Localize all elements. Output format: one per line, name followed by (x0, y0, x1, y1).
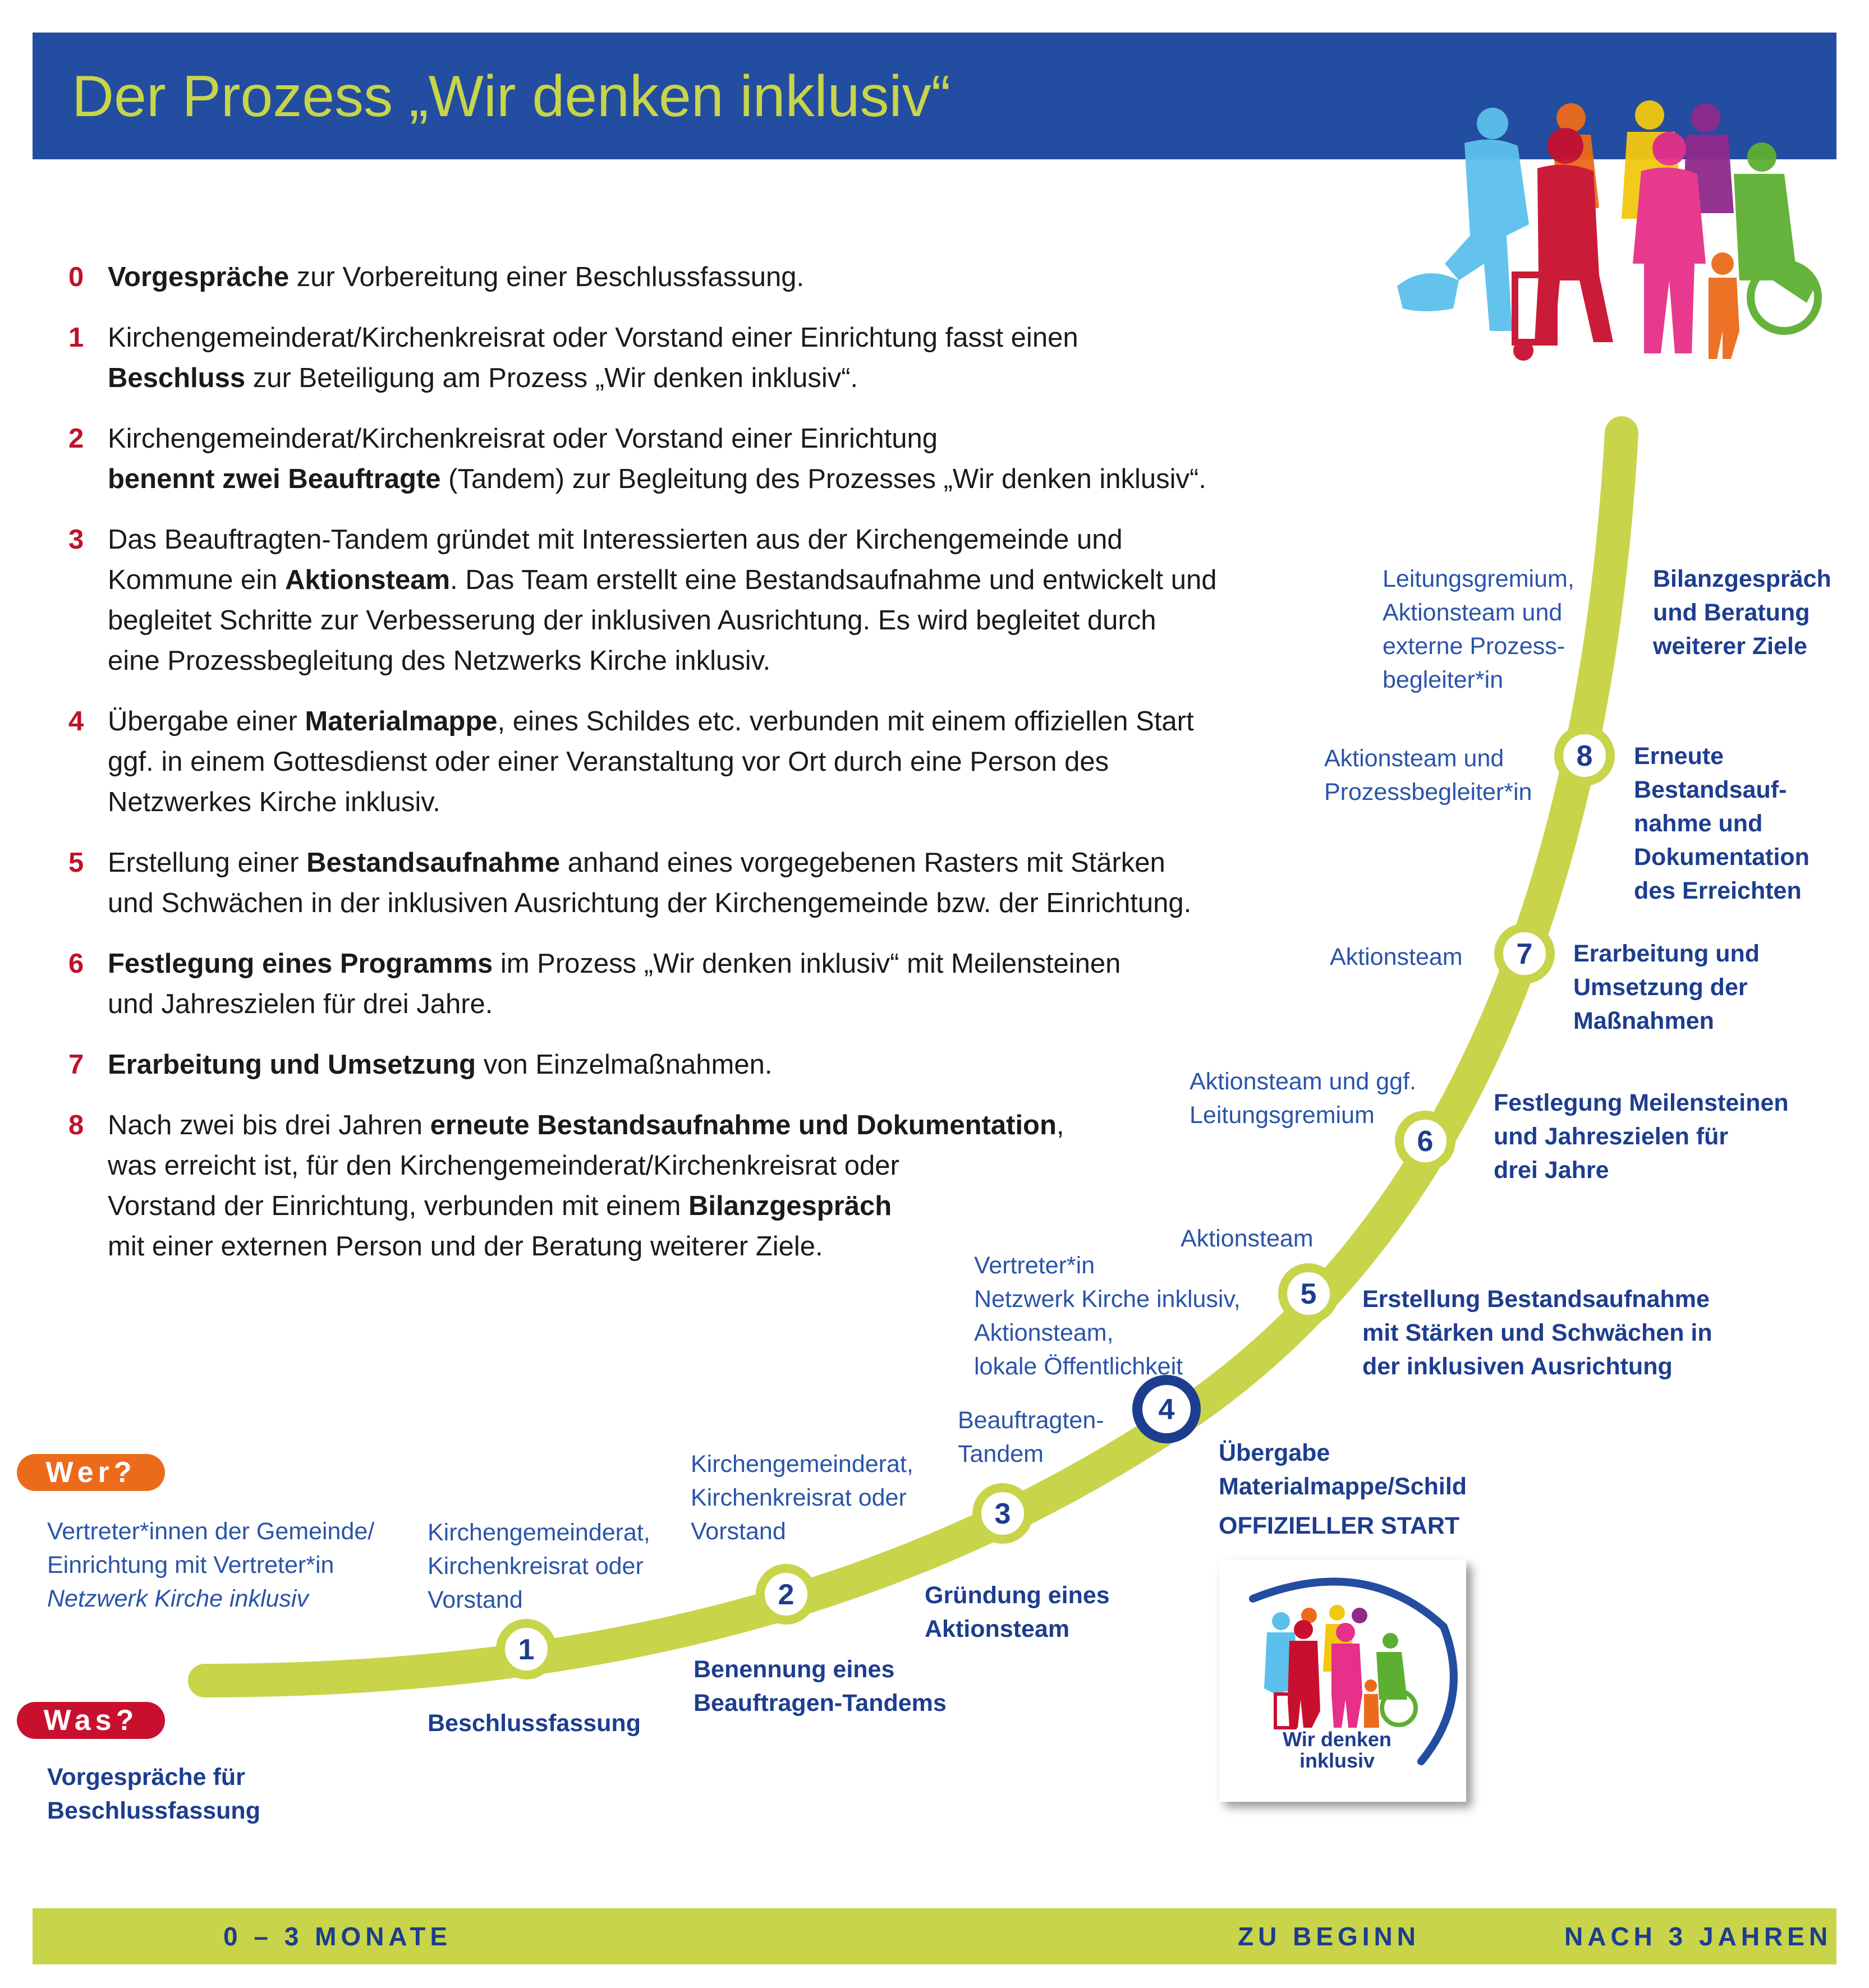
step-text: . Das Team erstellt eine Bestandsaufnahme und entwickelt und (450, 565, 1217, 595)
step-text: Das Beauftragten-Tandem gründet mit Interessierten aus der Kirchengemeinde und (108, 524, 1123, 555)
who-m3: Beauftragten- Tandem (958, 1407, 1104, 1467)
who-m1: Kirchengemeinderat, Kirchenkreisrat oder Vorstand (428, 1519, 650, 1613)
step-text: anhand eines vorgegebenen Rasters mit Stärken (560, 848, 1165, 878)
step-text-bold: Materialmappe (305, 706, 498, 737)
step-text-bold: Festlegung eines Programms (108, 949, 493, 979)
step-number: 8 (68, 1110, 84, 1140)
step-text: zur Vorbereitung einer Beschlussfassung. (289, 262, 805, 292)
step-text: (Tandem) zur Begleitung des Prozesses „Wir denken inklusiv“. (440, 464, 1206, 494)
step-text: Vorstand der Einrichtung, verbunden mit einem (108, 1191, 689, 1221)
was-label: Was? (17, 1702, 165, 1739)
step-text: und Schwächen in der inklusiven Ausrichtung der Kirchengemeinde bzw. der Einrichtung. (108, 888, 1192, 918)
step-text: Nach zwei bis drei Jahren (108, 1110, 430, 1140)
step-number: 2 (68, 424, 84, 454)
step-text: , (1056, 1110, 1064, 1140)
milestone-number: 4 (1158, 1393, 1175, 1426)
what-m4: Übergabe Materialmappe/Schild OFFIZIELLER START (1219, 1439, 1467, 1539)
step-text: Netzwerkes Kirche inklusiv. (108, 787, 440, 817)
milestone-number: 6 (1417, 1125, 1434, 1158)
step-text-bold: Beschluss (108, 363, 246, 393)
step-text: von Einzelmaßnahmen. (476, 1050, 773, 1080)
step-number: 6 (68, 949, 84, 979)
wer-label: Wer? (17, 1454, 165, 1491)
who-m8: Aktionsteam und Prozessbegleiter*in (1324, 745, 1532, 806)
step-text: im Prozess „Wir denken inklusiv“ mit Meilensteinen (493, 949, 1121, 979)
step-number: 1 (68, 323, 84, 353)
step-text: zur Beteiligung am Prozess „Wir denken inklusiv“. (245, 363, 858, 393)
step-text-bold: Aktionsteam (284, 565, 451, 595)
step-text: und Jahreszielen für drei Jahre. (108, 989, 493, 1019)
what-m7: Erarbeitung und Umsetzung der Maßnahmen (1573, 940, 1760, 1034)
step-number: 0 (68, 262, 84, 292)
step-text: Erstellung einer (108, 848, 307, 878)
what-end: Bilanzgespräch und Beratung weiterer Ziele (1653, 565, 1831, 660)
who-m2: Kirchengemeinderat, Kirchenkreisrat oder Vorstand (691, 1451, 913, 1545)
milestone-number: 8 (1576, 740, 1593, 772)
step-text: ggf. in einem Gottesdienst oder einer Veranstaltung vor Ort durch eine Person des (108, 747, 1109, 777)
step-text: Kirchengemeinderat/Kirchenkreisrat oder Vorstand einer Einrichtung fasst einen (108, 323, 1078, 353)
who-m5: Aktionsteam (1181, 1225, 1314, 1252)
step-text-bold: erneute Bestandsaufnahme und Dokumentation (430, 1110, 1057, 1140)
who-m7: Aktionsteam (1330, 944, 1463, 970)
who-start: Vertreter*innen der Gemeinde/ Einrichtung mit Vertreter*in Netzwerk Kirche inklusiv (47, 1518, 375, 1612)
who-m4: Vertreter*in Netzwerk Kirche inklusiv, Aktionsteam, lokale Öffentlichkeit (974, 1252, 1241, 1380)
step-text-bold: benennt zwei Beauftragte (108, 464, 441, 494)
logo-card (1219, 1559, 1466, 1802)
step-text-bold: Vorgespräche (108, 262, 290, 292)
step-text: was erreicht ist, für den Kirchengemeinderat/Kirchenkreisrat oder (108, 1151, 899, 1181)
milestone-number: 3 (994, 1498, 1011, 1530)
who-m6: Aktionsteam und ggf. Leitungsgremium (1190, 1068, 1416, 1129)
what-start: Vorgespräche für Beschlussfassung (47, 1764, 260, 1824)
step-text: Übergabe einer (108, 706, 305, 737)
step-text: Kirchengemeinderat/Kirchenkreisrat oder Vorstand einer Einrichtung (108, 424, 938, 454)
what-m5: Erstellung Bestandsaufnahme mit Stärken und Schwächen in der inklusiven Ausrichtung (1362, 1286, 1712, 1380)
step-text: mit einer externen Person und der Beratung weiterer Ziele. (108, 1231, 823, 1262)
step-text-bold: Bilanzgespräch (688, 1191, 892, 1221)
footer-label-start: 0 – 3 MONATE (223, 1922, 452, 1951)
who-end: Leitungsgremium, Aktionsteam und externe Prozess- begleiter*in (1383, 565, 1574, 693)
milestone-number: 1 (518, 1633, 535, 1666)
milestone-number: 2 (778, 1579, 795, 1611)
what-m6: Festlegung Meilensteinen und Jahreszielen für drei Jahre (1494, 1089, 1789, 1184)
milestone-number: 7 (1516, 938, 1533, 970)
what-m8: Erneute Bestandsauf- nahme und Dokumentation des Erreichten (1634, 743, 1810, 904)
step-text-bold: Erarbeitung und Umsetzung (108, 1050, 476, 1080)
what-m3: Gründung eines Aktionsteam (925, 1582, 1110, 1642)
step-text: begleitet Schritte zur Verbesserung der inklusiven Ausrichtung. Es wird begleitet durch (108, 605, 1156, 636)
footer-label-middle: ZU BEGINN (1238, 1922, 1420, 1951)
logo-text: Wir denken inklusiv (1283, 1728, 1392, 1772)
what-m1: Beschlussfassung (428, 1710, 641, 1737)
step-number: 5 (68, 848, 84, 878)
step-text: Kommune ein (108, 565, 285, 595)
milestone-number: 5 (1300, 1278, 1317, 1310)
step-number: 7 (68, 1050, 84, 1080)
step-number: 3 (68, 524, 84, 555)
step-text: , eines Schildes etc. verbunden mit einem offiziellen Start (497, 706, 1194, 737)
step-text: eine Prozessbegleitung des Netzwerks Kirche inklusiv. (108, 646, 771, 676)
page-title: Der Prozess „Wir denken inklusiv“ (72, 64, 951, 129)
step-number: 4 (68, 706, 84, 737)
step-text-bold: Bestandsaufnahme (306, 848, 561, 878)
what-m2: Benennung eines Beauftragen-Tandems (694, 1656, 947, 1717)
footer-label-end: NACH 3 JAHREN (1564, 1922, 1833, 1951)
